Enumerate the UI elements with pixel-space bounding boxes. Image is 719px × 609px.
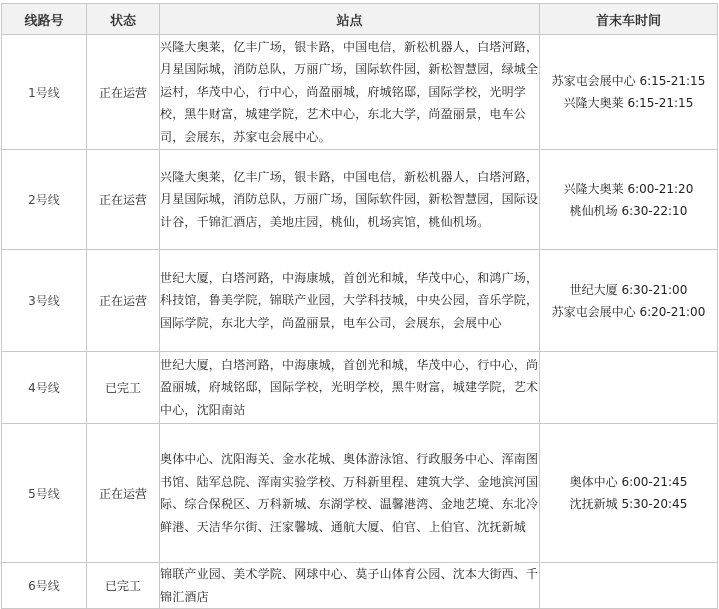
station-list: 奥体中心、沈阳海关、金水花城、奥体游泳馆、行政服务中心、浑南图书馆、陆军总院、浑南实验学校、万科新里程、建筑大学、金地滨河国际、综合保税区、万科新城、东湖学校、温馨港湾、金地艺境、东北冷鲜港、天洁华尔街、汪家馨城、通航大厦、伯官、上伯官、沈抚新城 [160, 424, 540, 563]
header-line-no: 线路号 [2, 4, 87, 35]
table-row [2, 35, 718, 150]
table-row [2, 150, 718, 250]
service-time: 苏家屯会展中心 6:20-21:00 [551, 304, 706, 319]
service-times [540, 424, 718, 563]
route-table [1, 3, 718, 609]
station-list: 世纪大厦，白塔河路，中海康城，首创光和城，华茂中心，和鸿广场，科技馆，鲁美学院，锦联产业园，大学科技城，中央公园，音乐学院，国际学院，东北大学，尚盈丽景，电车公司，会展东，会展中心 [160, 250, 540, 352]
station-list: 锦联产业园、美术学院、网球中心、莫子山体育公园、沈本大街西、千锦汇酒店 [160, 563, 540, 609]
line-number: 4号线 [2, 352, 87, 424]
service-time: 兴隆大奥莱 6:15-21:15 [563, 96, 694, 110]
line-number: 3号线 [2, 250, 87, 352]
service-times [540, 150, 718, 250]
line-status: 已完工 [87, 352, 160, 424]
service-time: 世纪大厦 6:30-21:00 [569, 282, 688, 297]
service-time: 苏家屯会展中心 6:15-21:15 [551, 74, 706, 88]
header-status: 状态 [87, 4, 160, 35]
station-list: 世纪大厦，白塔河路，中海康城，首创光和城，华茂中心，行中心，尚盈丽城，府城铭邸，国际学校，光明学校，黑牛财富，城建学院，艺术中心，沈阳南站 [160, 352, 540, 424]
service-times [540, 352, 718, 424]
line-number: 1号线 [2, 35, 87, 150]
line-status: 正在运营 [87, 424, 160, 563]
header-row [2, 4, 718, 35]
line-number: 2号线 [2, 150, 87, 250]
service-time: 兴隆大奥莱 6:00-21:20 [563, 181, 694, 196]
header-stations: 站点 [160, 4, 540, 35]
line-number: 6号线 [2, 563, 87, 609]
service-time: 沈抚新城 5:30-20:45 [569, 497, 688, 511]
station-list: 兴隆大奥莱，亿丰广场，银卡路，中国电信，新松机器人，白塔河路，月星国际城，消防总队，万丽广场，国际软件园，新松智慧园，绿城全运村，华茂中心，行中心，尚盈丽城，府城铭邸，国际学校，光明学校，黑牛财富，城建学院，艺术中心，东北大学，尚盈丽景，电车公司，会展东，苏家屯会展中心。 [160, 35, 540, 150]
line-number: 5号线 [2, 424, 87, 563]
table-row [2, 424, 718, 563]
service-time: 奥体中心 6:00-21:45 [569, 475, 688, 489]
table-row [2, 352, 718, 424]
header-first-last-time: 首末车时间 [540, 4, 718, 35]
line-status: 正在运营 [87, 250, 160, 352]
station-list: 兴隆大奥莱，亿丰广场，银卡路，中国电信，新松机器人，白塔河路，月星国际城，消防总队，万丽广场，国际软件园，新松智慧园，国际设计谷，千锦汇酒店，美地庄园，桃仙，机场宾馆，桃仙机场。 [160, 150, 540, 250]
service-times [540, 35, 718, 150]
line-status: 已完工 [87, 563, 160, 609]
table-row [2, 250, 718, 352]
service-time: 桃仙机场 6:30-22:10 [569, 203, 688, 218]
line-status: 正在运营 [87, 35, 160, 150]
service-times [540, 250, 718, 352]
line-status: 正在运营 [87, 150, 160, 250]
